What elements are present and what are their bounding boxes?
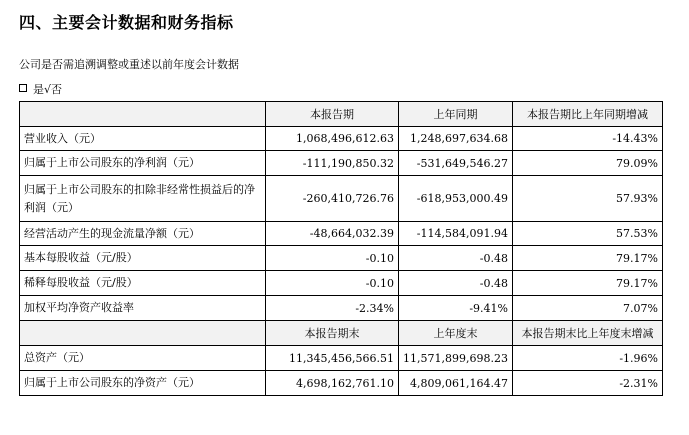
- previous-value: -531,649,546.27: [399, 151, 513, 176]
- row-label: 基本每股收益（元/股）: [20, 246, 266, 271]
- table-row: [20, 246, 663, 271]
- table-row: [20, 176, 663, 222]
- row-label: 归属于上市公司股东的扣除非经常性损益后的净利润（元）: [20, 176, 266, 222]
- table-row: [20, 346, 663, 371]
- row-label: 加权平均净资产收益率: [20, 296, 266, 321]
- current-value: -0.10: [266, 271, 399, 296]
- header-prior-year-end: 上年度末: [399, 321, 513, 346]
- table-header-row: [20, 321, 663, 346]
- table-row: [20, 271, 663, 296]
- current-value: -260,410,726.76: [266, 176, 399, 222]
- previous-value: -0.48: [399, 246, 513, 271]
- current-value: -111,190,850.32: [266, 151, 399, 176]
- row-label: 总资产（元）: [20, 346, 266, 371]
- previous-value: -9.41%: [399, 296, 513, 321]
- current-value: 11,345,456,566.51: [266, 346, 399, 371]
- current-value: -48,664,032.39: [266, 222, 399, 246]
- table-row: [20, 371, 663, 396]
- restate-question: 公司是否需追溯调整或重述以前年度会计数据: [19, 58, 239, 71]
- restate-answer: 是√否: [33, 83, 63, 96]
- previous-value: 1,248,697,634.68: [399, 127, 513, 151]
- header-year-end-change: 本报告期末比上年度末增减: [513, 321, 663, 346]
- current-value: -0.10: [266, 246, 399, 271]
- header-current-period: 本报告期: [266, 102, 399, 127]
- change-value: -14.43%: [513, 127, 663, 151]
- row-label: 营业收入（元）: [20, 127, 266, 151]
- current-value: 1,068,496,612.63: [266, 127, 399, 151]
- row-label: 归属于上市公司股东的净利润（元）: [20, 151, 266, 176]
- financial-indicators-table: [19, 101, 663, 396]
- change-value: 79.17%: [513, 246, 663, 271]
- current-value: 4,698,162,761.10: [266, 371, 399, 396]
- table-header-row: [20, 102, 663, 127]
- table-row: [20, 151, 663, 176]
- restate-answer-line: [19, 81, 62, 97]
- row-label: 归属于上市公司股东的净资产（元）: [20, 371, 266, 396]
- header-period-end: 本报告期末: [266, 321, 399, 346]
- table-row: [20, 296, 663, 321]
- previous-value: 11,571,899,698.23: [399, 346, 513, 371]
- change-value: 7.07%: [513, 296, 663, 321]
- header-previous-period: 上年同期: [399, 102, 513, 127]
- change-value: -2.31%: [513, 371, 663, 396]
- change-value: 79.17%: [513, 271, 663, 296]
- checkbox-icon: [19, 84, 27, 92]
- previous-value: 4,809,061,164.47: [399, 371, 513, 396]
- header-cell-blank: [20, 102, 266, 127]
- previous-value: -114,584,091.94: [399, 222, 513, 246]
- current-value: -2.34%: [266, 296, 399, 321]
- header-cell-blank: [20, 321, 266, 346]
- header-period-change: 本报告期比上年同期增减: [513, 102, 663, 127]
- previous-value: -0.48: [399, 271, 513, 296]
- table-row: [20, 222, 663, 246]
- row-label: 稀释每股收益（元/股）: [20, 271, 266, 296]
- change-value: 57.53%: [513, 222, 663, 246]
- previous-value: -618,953,000.49: [399, 176, 513, 222]
- table-row: [20, 127, 663, 151]
- change-value: -1.96%: [513, 346, 663, 371]
- section-title: 四、主要会计数据和财务指标: [19, 13, 234, 32]
- row-label: 经营活动产生的现金流量净额（元）: [20, 222, 266, 246]
- change-value: 79.09%: [513, 151, 663, 176]
- change-value: 57.93%: [513, 176, 663, 222]
